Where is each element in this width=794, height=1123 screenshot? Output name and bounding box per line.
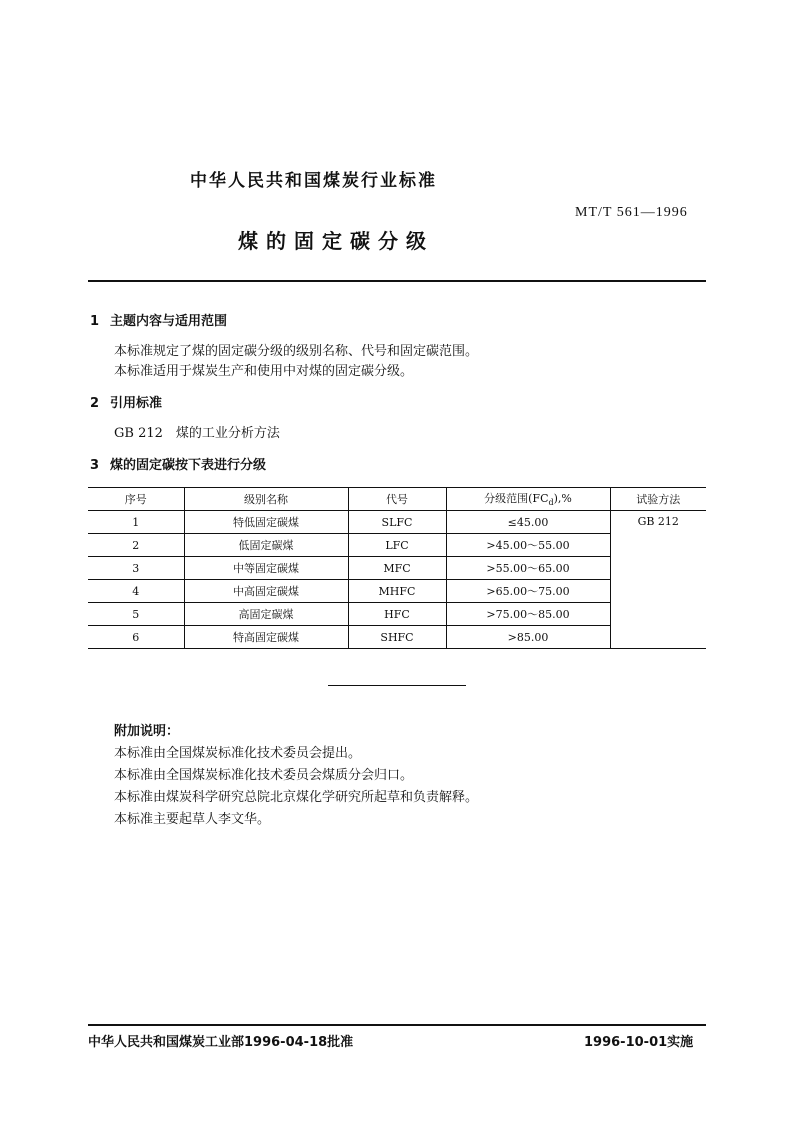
row-code: MFC	[348, 557, 446, 580]
row-name: 特低固定碳煤	[184, 511, 348, 534]
row-name: 高固定碳煤	[184, 603, 348, 626]
section-1-number: 1	[90, 314, 100, 329]
row-range: >45.00～55.00	[446, 534, 610, 557]
table-row	[88, 511, 706, 534]
row-name: 特高固定碳煤	[184, 626, 348, 649]
row-range: >65.00～75.00	[446, 580, 610, 603]
footer-divider	[88, 1024, 706, 1026]
document-title: 煤的固定碳分级	[238, 229, 434, 253]
row-name: 中高固定碳煤	[184, 580, 348, 603]
row-range: >75.00～85.00	[446, 603, 610, 626]
row-name: 低固定碳煤	[184, 534, 348, 557]
row-no: 3	[88, 557, 184, 580]
row-no: 6	[88, 626, 184, 649]
fixed-carbon-grade-table	[88, 487, 706, 649]
row-no: 5	[88, 603, 184, 626]
row-no: 2	[88, 534, 184, 557]
standard-code: MT/T 561—1996	[575, 205, 688, 220]
header-name: 级别名称	[184, 488, 348, 511]
row-code: MHFC	[348, 580, 446, 603]
row-code: SHFC	[348, 626, 446, 649]
row-code: LFC	[348, 534, 446, 557]
row-no: 4	[88, 580, 184, 603]
row-code: HFC	[348, 603, 446, 626]
standard-header-title: 中华人民共和国煤炭行业标准	[190, 171, 437, 191]
approval-line: 中华人民共和国煤炭工业部1996-04-18批准	[88, 1035, 354, 1050]
section-2-heading	[90, 392, 162, 411]
note-line-2: 本标准由全国煤炭标准化技术委员会煤质分会归口。	[114, 768, 414, 783]
row-no: 1	[132, 515, 140, 529]
header-range-suffix: ),%	[553, 492, 572, 506]
row-range: ≤45.00	[446, 511, 610, 534]
header-method: 试验方法	[610, 488, 706, 511]
section-3-title: 煤的固定碳按下表进行分级	[110, 458, 267, 473]
test-method-cell: GB 212	[610, 511, 706, 649]
section-2-number: 2	[90, 396, 100, 411]
implementation-date: 1996-10-01实施	[584, 1035, 694, 1050]
row-range: >55.00～65.00	[446, 557, 610, 580]
section-1-paragraph-2: 本标准适用于煤炭生产和使用中对煤的固定碳分级。	[114, 364, 414, 379]
header-range-prefix: 分级范围(FC	[484, 492, 549, 506]
row-name: 中等固定碳煤	[184, 557, 348, 580]
section-3-number: 3	[90, 458, 100, 473]
notes-title: 附加说明：	[114, 724, 180, 739]
note-line-4: 本标准主要起草人李文华。	[114, 812, 271, 827]
header-range	[446, 488, 610, 511]
note-line-1: 本标准由全国煤炭标准化技术委员会提出。	[114, 746, 362, 761]
header-no: 序号	[88, 488, 184, 511]
table-header-row	[88, 488, 706, 511]
end-of-text-rule	[328, 685, 466, 686]
section-2-paragraph-1: GB 212 煤的工业分析方法	[114, 426, 280, 441]
row-range: >85.00	[446, 626, 610, 649]
header-range-subscript: d	[548, 498, 554, 508]
section-1-title: 主题内容与适用范围	[110, 314, 228, 329]
note-line-3: 本标准由煤炭科学研究总院北京煤化学研究所起草和负责解释。	[114, 790, 479, 805]
section-1-paragraph-1: 本标准规定了煤的固定碳分级的级别名称、代号和固定碳范围。	[114, 344, 479, 359]
row-code: SLFC	[348, 511, 446, 534]
section-2-title: 引用标准	[110, 396, 163, 411]
section-1-heading	[90, 310, 227, 329]
header-code: 代号	[348, 488, 446, 511]
section-3-heading	[90, 454, 266, 473]
header-divider	[88, 280, 706, 282]
